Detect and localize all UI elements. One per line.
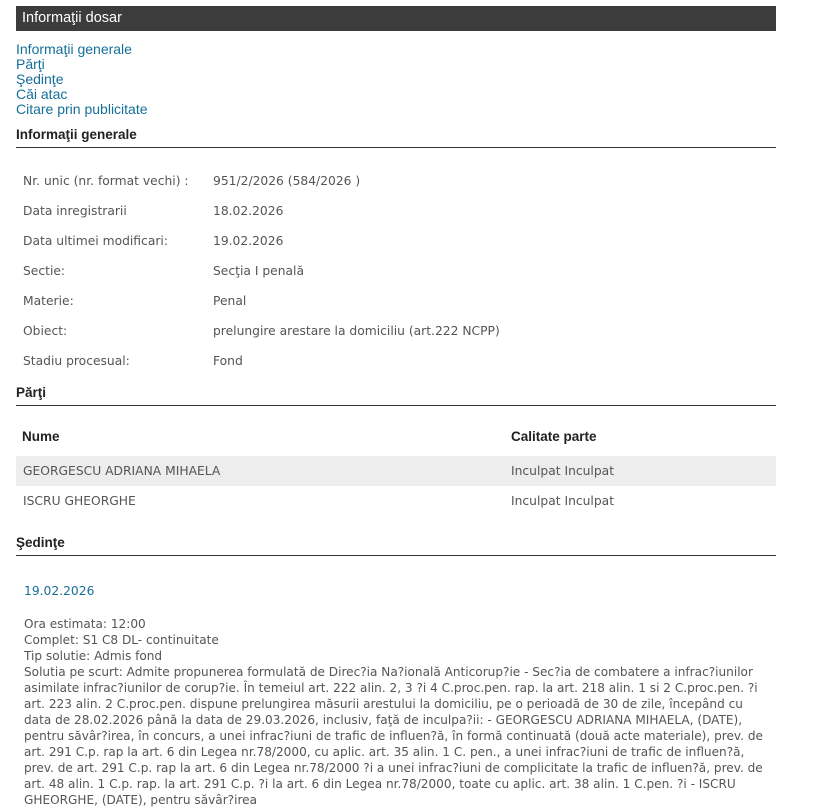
column-header-nume: Nume: [22, 429, 60, 444]
info-row: [16, 166, 776, 196]
info-row: [16, 256, 776, 286]
column-header-calitate: Calitate parte: [511, 429, 597, 444]
section-heading-sedinte: Şedinţe: [16, 535, 776, 556]
info-value: Secţia I penală: [213, 264, 305, 278]
nav-link-cai-atac[interactable]: Căi atac: [16, 86, 68, 102]
info-row: [16, 316, 776, 346]
info-label: Nr. unic (nr. format vechi) :: [23, 174, 189, 188]
nav-link-sedinte[interactable]: Şedinţe: [16, 71, 64, 87]
section-heading-parti: Părţi: [16, 385, 776, 406]
info-label: Obiect:: [23, 324, 68, 338]
solution-type: Tip solutie: Admis fond: [24, 649, 163, 663]
info-value: 18.02.2026: [213, 204, 284, 218]
hearing-panel: Complet: S1 C8 DL- continuitate: [24, 633, 219, 647]
party-name: GEORGESCU ADRIANA MIHAELA: [23, 464, 221, 478]
info-label: Materie:: [23, 294, 74, 308]
info-row: [16, 196, 776, 226]
info-label: Data inregistrarii: [23, 204, 127, 218]
hearing-details: [16, 616, 772, 808]
nav-link-parti[interactable]: Părţi: [16, 56, 45, 72]
party-role: Inculpat Inculpat: [511, 464, 615, 478]
party-name: ISCRU GHEORGHE: [23, 494, 136, 508]
section-nav: [16, 42, 776, 117]
hearing-date: 19.02.2026: [24, 584, 95, 598]
table-row: [16, 486, 776, 516]
parti-table: [16, 418, 776, 516]
info-label: Sectie:: [23, 264, 66, 278]
info-value: Penal: [213, 294, 247, 308]
nav-link-citare[interactable]: Citare prin publicitate: [16, 101, 148, 117]
info-value: prelungire arestare la domiciliu (art.222 NCPP): [213, 324, 500, 338]
solution-summary: Solutia pe scurt: Admite propunerea formulată de Direc?ia Na?ională Anticorup?ie - Sec?ia de combatere a infrac?iunilor asimilate infrac?iunilor de corup?ie. În temeiul art. 222 alin. 2, 3 ?i 4 C.proc.pen. rap. la art. 218 alin. 1 si 2 C.proc.pen. ?i art. 223 alin. 2 C.proc.pen. dispune prelungirea măsurii arestului la domiciliu, pe o perioadă de 30 de zile, începând cu data de 28.02.2026 până la data de 29.03.2026, inclusiv, faţă de inculpa?ii: - GEORGESCU ADRIANA MIHAELA, (DATE), pentru săvâr?irea, în concurs, a unei infrac?iuni de trafic de influen?ă, în formă continuată (două acte materiale), prev. de art. 291 C.p. rap la art. 6 din Legea nr.78/2000, cu aplic. art. 35 alin. 1 C. pen., a unei infrac?iuni de trafic de influen?ă, prev. de art. 291 C.p. rap la art. 6 din Legea nr.78/2000 ?i a unei infrac?iuni de complicitate la trafic de influen?ă, prev. de art. 48 alin. 1 C.p. rap. la art. 291 C.p. ?i la art. 6 din Legea nr.78/2000, toate cu aplic. art. 38 alin. 1 C.pen. ?i - ISCRU GHEORGHE, (DATE), pentru săvâr?irea: [24, 665, 763, 807]
section-heading-informatii-generale: Informaţii generale: [16, 127, 776, 148]
info-value: Fond: [213, 354, 243, 368]
party-role: Inculpat Inculpat: [511, 494, 615, 508]
table-row: [16, 456, 776, 486]
info-label: Data ultimei modificari:: [23, 234, 168, 248]
info-row: [16, 346, 776, 376]
info-value: 19.02.2026: [213, 234, 284, 248]
info-label: Stadiu procesual:: [23, 354, 130, 368]
page: [16, 6, 776, 808]
page-title: Informaţii dosar: [16, 6, 776, 31]
nav-link-informatii-generale[interactable]: Informaţii generale: [16, 41, 132, 57]
hearing-time: Ora estimata: 12:00: [24, 617, 146, 631]
info-row: [16, 226, 776, 256]
parti-table-header: [16, 418, 776, 456]
info-table: [16, 166, 776, 376]
info-value: 951/2/2026 (584/2026 ): [213, 174, 361, 188]
info-row: [16, 286, 776, 316]
